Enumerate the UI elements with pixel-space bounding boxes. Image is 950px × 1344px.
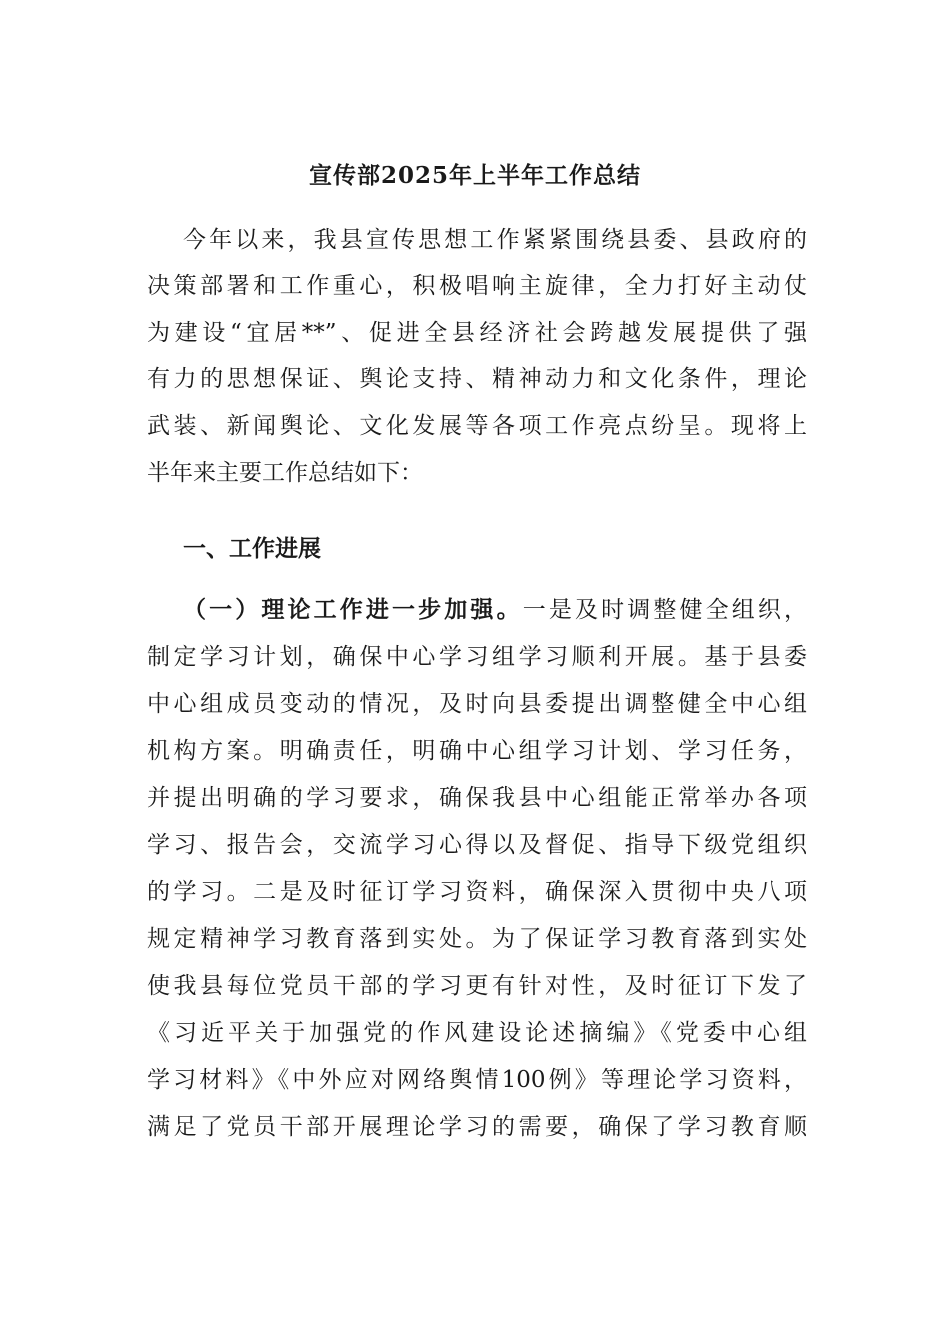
intro-line-2: 决策部署和工作重心，积极唱响主旋律，全力打好主动仗	[147, 273, 807, 299]
body-line-6: 的学习。二是及时征订学习资料，确保深入贯彻中央八项	[147, 879, 807, 905]
body-line-4: 并提出明确的学习要求，确保我县中心组能正常举办各项	[147, 785, 807, 811]
body-line-3: 机构方案。明确责任，明确中心组学习计划、学习任务，	[147, 738, 807, 764]
subsection-lead: （一）理论工作进一步加强。	[183, 596, 523, 623]
body-line-11: 满足了党员干部开展理论学习的需要，确保了学习教育顺	[147, 1114, 807, 1140]
section-heading: 一、工作进展	[183, 535, 321, 562]
body-line-7: 规定精神学习教育落到实处。为了保证学习教育落到实处	[147, 926, 807, 952]
body-line-8: 使我县每位党员干部的学习更有针对性，及时征订下发了	[147, 973, 807, 999]
subsection-first-line	[183, 590, 807, 630]
intro-line-4: 有力的思想保证、舆论支持、精神动力和文化条件，理论	[147, 366, 807, 392]
document-title: 宣传部2025年上半年工作总结	[308, 162, 641, 189]
body-line-5: 学习、报告会，交流学习心得以及督促、指导下级党组织	[147, 832, 807, 858]
body-line-10: 学习材料》《中外应对网络舆情100例》等理论学习资料，	[147, 1067, 807, 1093]
intro-line-1: 今年以来，我县宣传思想工作紧紧围绕县委、县政府的	[183, 227, 807, 253]
body-line-1: 制定学习计划，确保中心学习组学习顺利开展。基于县委	[147, 644, 807, 670]
intro-line-3: 为建设“宜居**”、促进全县经济社会跨越发展提供了强	[147, 320, 807, 346]
subsection-first-line-rest: 一是及时调整健全组织，	[522, 597, 808, 623]
intro-line-6: 半年来主要工作总结如下：	[147, 460, 423, 486]
body-line-9: 《习近平关于加强党的作风建设论述摘编》《党委中心组	[147, 1020, 807, 1046]
intro-line-5: 武装、新闻舆论、文化发展等各项工作亮点纷呈。现将上	[147, 413, 807, 439]
body-line-2: 中心组成员变动的情况，及时向县委提出调整健全中心组	[147, 691, 807, 717]
